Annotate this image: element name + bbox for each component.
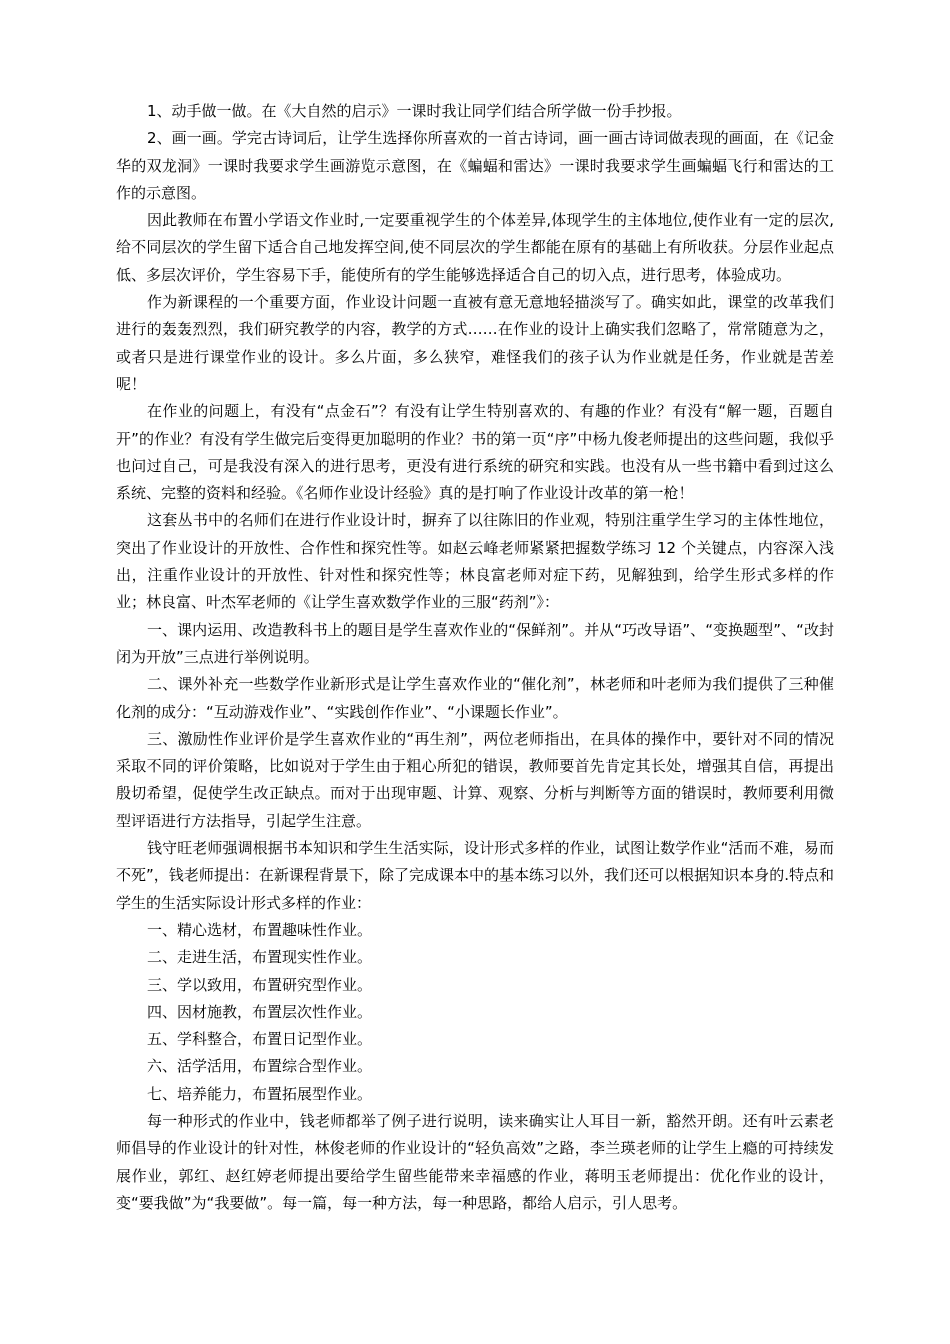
paragraph-famous-teachers: 这套丛书中的名师们在进行作业设计时，摒弃了以往陈旧的作业观，特别注重学生学习的主体性地位，突出了作业设计的开放性、合作性和探究性等。如赵云峰老师紧紧把握数学练习 12 个关键点，内容深入浅出，注重作业设计的开放性、针对性和探究性等；林良富老师对症下药，见解独到，给学生形式多样的作业；林良富、叶杰军老师的《让学生喜欢数学作业的三服“药剂”》： [116,511,834,612]
list-item-research: 三、学以致用，布置研究型作业。 [147,975,373,994]
list-item-realistic: 二、走进生活，布置现实性作业。 [147,948,373,967]
paragraph-drawing: 2、画一画。学完古诗词后，让学生选择你所喜欢的一首古诗词，画一画古诗词做表现的画面，在《记金华的双龙洞》一课时我要求学生画游览示意图，在《蝙蝠和雷达》一课时我要求学生画蝙蝠飞行和雷达的工作的示意图。 [116,129,834,202]
list-item-layered: 四、因材施教，布置层次性作业。 [147,1002,373,1021]
paragraph-regenerant: 三、激励性作业评价是学生喜欢作业的“再生剂”，两位老师指出，在具体的操作中，要针对不同的情况采取不同的评价策略，比如说对于学生由于粗心所犯的错误，教师要首先肯定其长处，增强其自信，再提出殷切希望，促使学生改正缺点。而对于出现审题、计算、观察、分析与判断等方面的错误时，教师要利用微型评语进行方法指导，引起学生注意。 [116,729,834,830]
paragraph-catalyst: 二、课外补充一些数学作业新形式是让学生喜欢作业的“催化剂”，林老师和叶老师为我们提供了三种催化剂的成分：“互动游戏作业”、“实践创作作业”、“小课题长作业”。 [116,675,834,721]
paragraph-layered-homework: 因此教师在布置小学语文作业时,一定要重视学生的个体差异,体现学生的主体地位,使作业有一定的层次,给不同层次的学生留下适合自己地发挥空间,使不同层次的学生都能在原有的基础上有所收获。分层作业起点低、多层次评价，学生容易下手，能使所有的学生能够选择适合自己的切入点，进行思考，体验成功。 [116,211,834,284]
list-item-comprehensive: 六、活学活用，布置综合型作业。 [147,1057,373,1076]
list-item-interesting: 一、精心选材，布置趣味性作业。 [147,920,373,939]
document-page [116,98,834,1217]
paragraph-qian-teacher: 钱守旺老师强调根据书本知识和学生生活实际，设计形式多样的作业，试图让数学作业“活而不难，易而不死”，钱老师提出：在新课程背景下，除了完成课本中的基本练习以外，我们还可以根据知识本身的.特点和学生的生活实际设计形式多样的作业： [116,839,834,912]
paragraph-conclusion: 每一种形式的作业中，钱老师都举了例子进行说明，读来确实让人耳目一新，豁然开朗。还有叶云素老师倡导的作业设计的针对性，林俊老师的作业设计的“轻负高效”之路，李兰瑛老师的让学生上瘾的可持续发展作业，郭红、赵红婷老师提出要给学生留些能带来幸福感的作业，蒋明玉老师提出：优化作业的设计，变“要我做”为“我要做”。每一篇，每一种方法，每一种思路，都给人启示，引人思考。 [116,1111,834,1212]
paragraph-new-curriculum: 作为新课程的一个重要方面，作业设计问题一直被有意无意地轻描淡写了。确实如此，课堂的改革我们进行的轰轰烈烈，我们研究教学的内容，教学的方式……在作业的设计上确实我们忽略了，常常随意为之，或者只是进行课堂作业的设计。多么片面，多么狭窄，难怪我们的孩子认为作业就是任务，作业就是苦差呢！ [116,293,834,393]
paragraph-preservative: 一、课内运用、改造教科书上的题目是学生喜欢作业的“保鲜剂”。并从“巧改导语”、“变换题型”、“改封闭为开放”三点进行举例说明。 [116,620,834,666]
list-item-extension: 七、培养能力，布置拓展型作业。 [147,1084,373,1103]
paragraph-homework-questions: 在作业的问题上，有没有“点金石”？有没有让学生特别喜欢的、有趣的作业？有没有“解一题，百题自开”的作业？有没有学生做完后变得更加聪明的作业？书的第一页“序”中杨九俊老师提出的这些问题，我似乎也问过自己，可是我没有深入的进行思考，更没有进行系统的研究和实践。也没有从一些书籍中看到过这么系统、完整的资料和经验。《名师作业设计经验》真的是打响了作业设计改革的第一枪！ [116,402,834,503]
list-item-diary: 五、学科整合，布置日记型作业。 [147,1030,373,1049]
paragraph-handwork: 1、动手做一做。在《大自然的启示》一课时我让同学们结合所学做一份手抄报。 [147,102,682,120]
